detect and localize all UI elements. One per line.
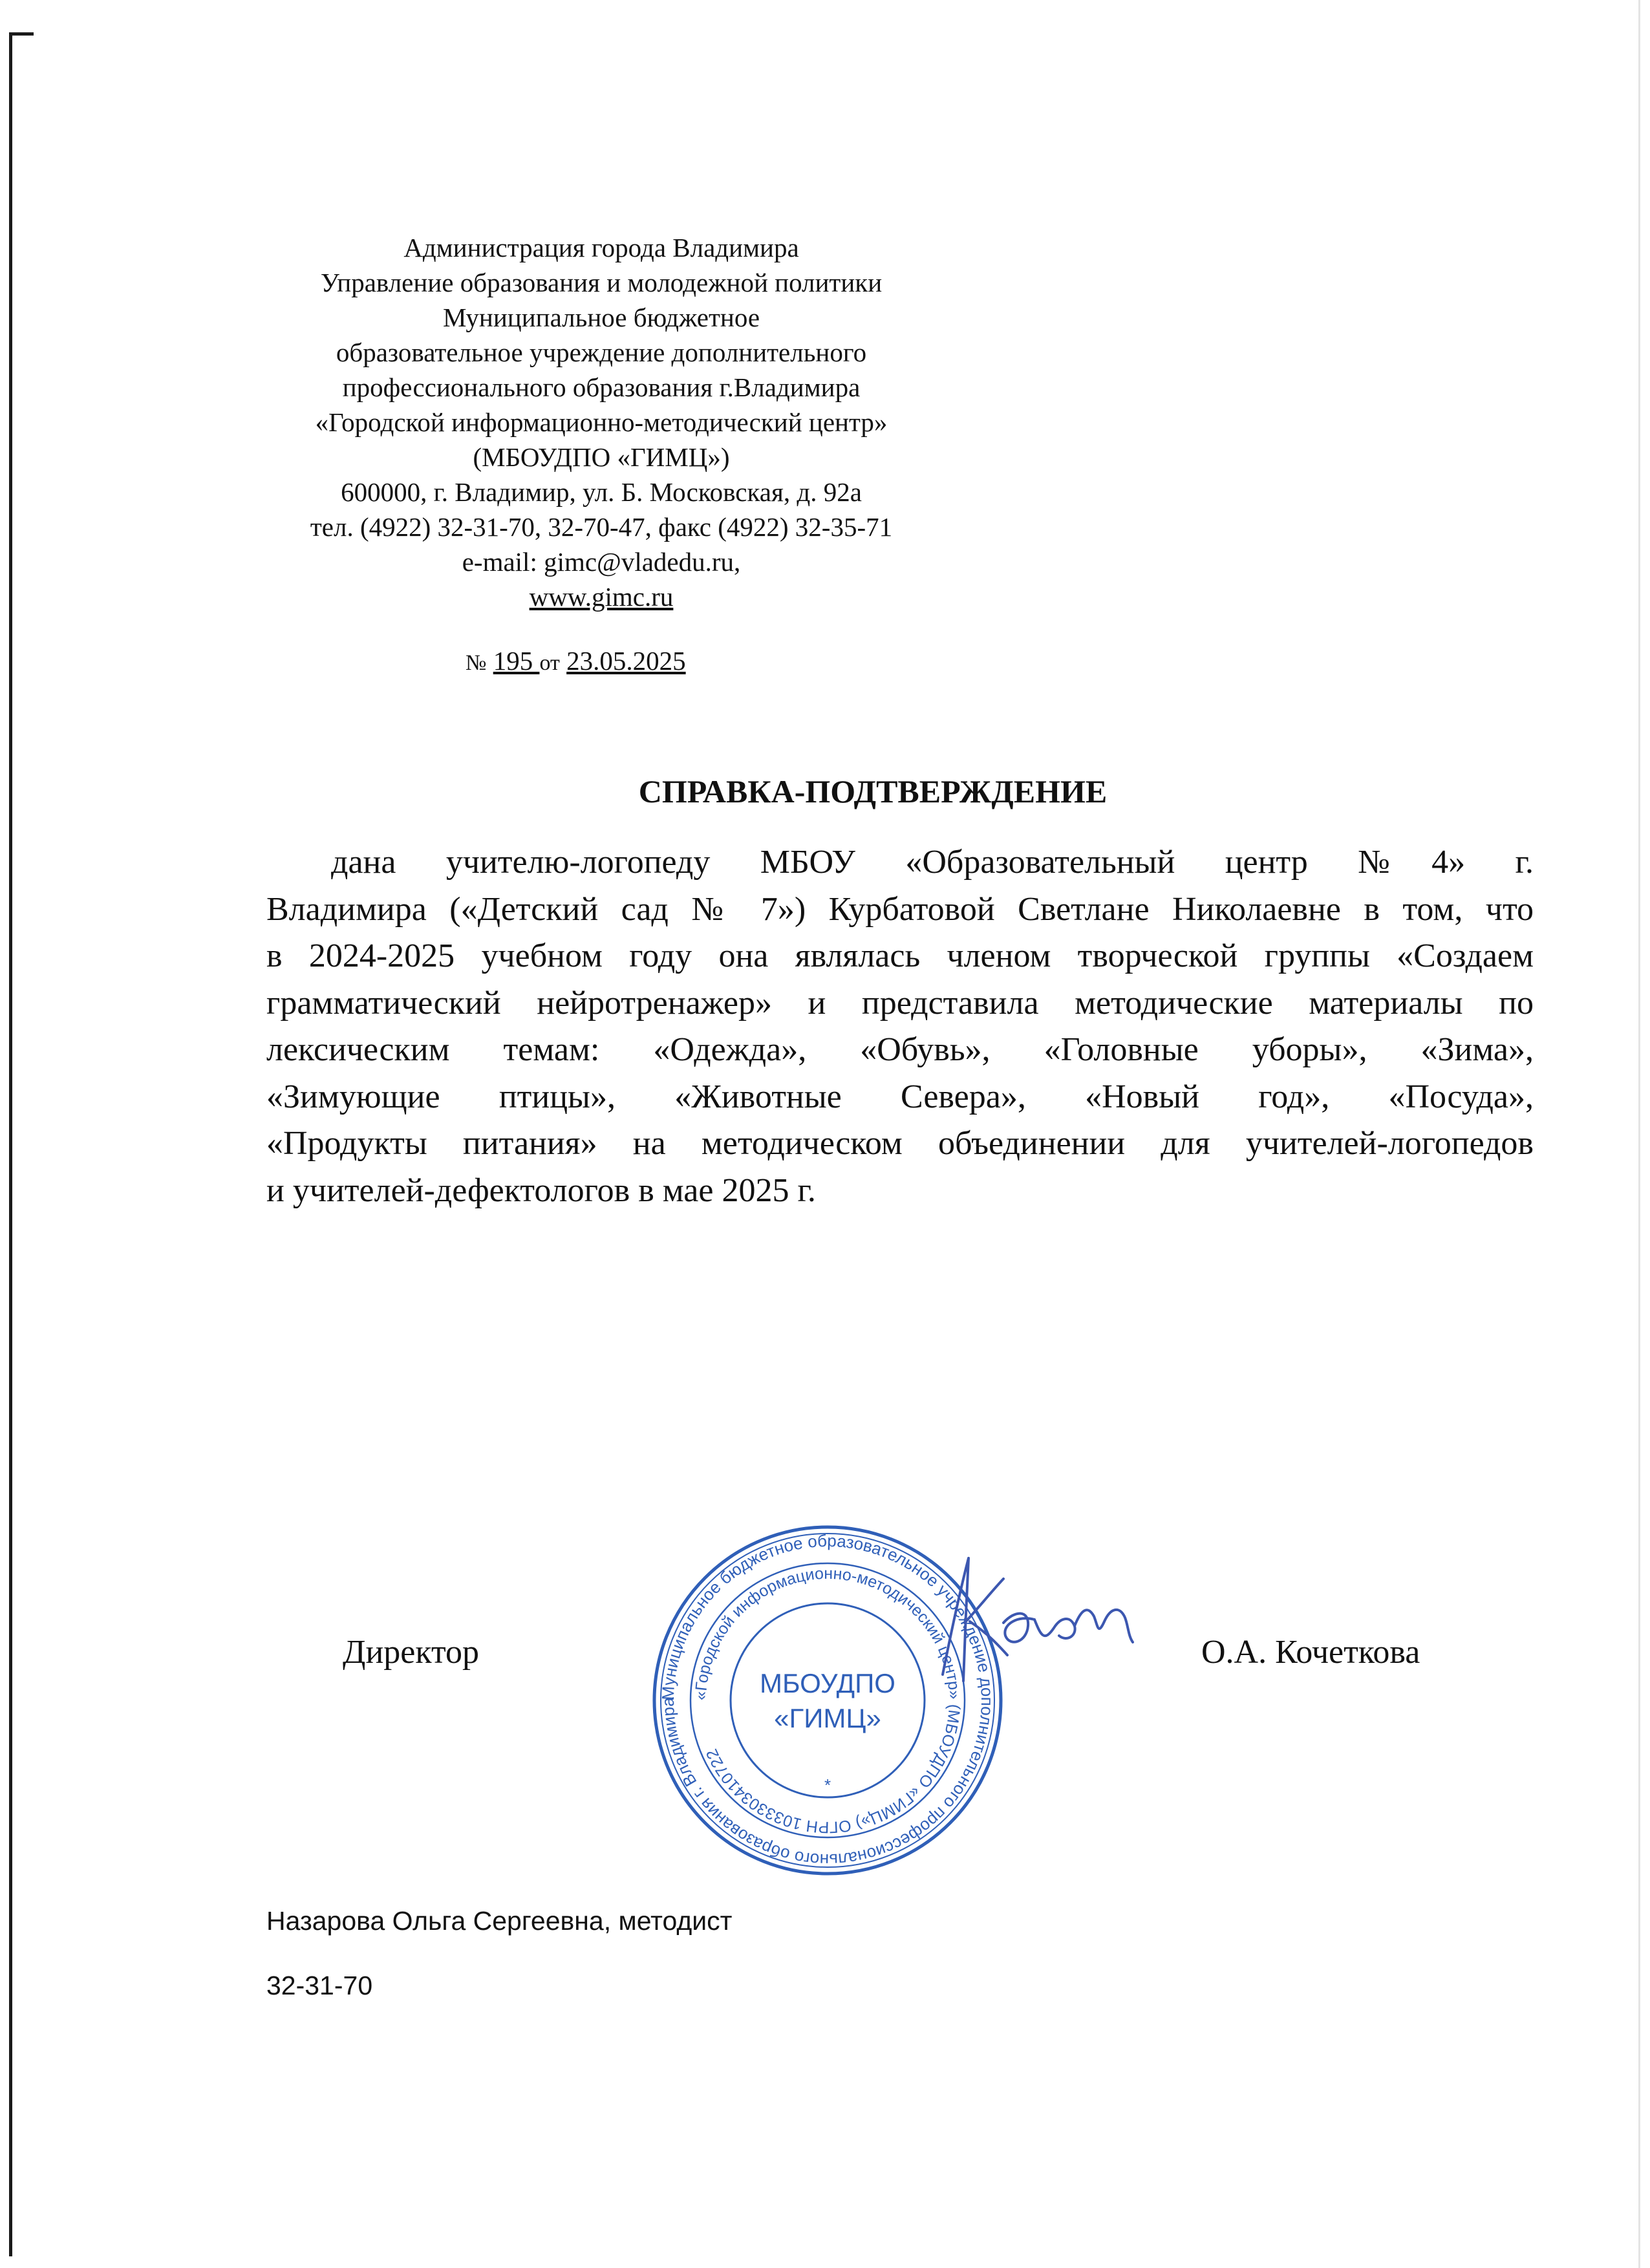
document-title: СПРАВКА-ПОДТВЕРЖДЕНИЕ <box>638 773 1108 809</box>
stamp-star-icon: * <box>824 1775 831 1795</box>
letterhead-line: образовательное учреждение дополнительного <box>336 337 867 367</box>
executor-name: Назарова Ольга Сергеевна, методист <box>266 1906 733 1936</box>
scan-left-edge <box>9 32 12 2256</box>
executor-phone: 32-31-70 <box>266 1971 373 2000</box>
stamp-inner-ring <box>731 1603 925 1797</box>
scan-right-edge <box>1638 0 1640 2268</box>
letterhead-line: «Городской информационно-методический центр» <box>315 407 888 437</box>
body-line: лексическим темам: «Одежда», «Обувь», «Головные уборы», «Зима», <box>266 1031 1534 1068</box>
body-line: и учителей-дефектологов в мае 2025 г. <box>266 1171 816 1209</box>
body-line: Владимира («Детский сад № 7») Курбатовой Светлане Николаевне в том, что <box>266 890 1534 928</box>
signer-position: Директор <box>343 1634 479 1671</box>
stamp-center-line1: МБОУДПО <box>760 1668 895 1698</box>
number-sign: № <box>466 651 487 675</box>
letterhead <box>259 230 944 614</box>
stamp-center-line2: «ГИМЦ» <box>774 1703 881 1733</box>
body-line: дана учителю-логопеду МБОУ «Образовательный центр №4» г. <box>331 844 1534 881</box>
letterhead-address: 600000, г. Владимир, ул. Б. Московская, д. 92а <box>341 477 862 507</box>
letterhead-line: Администрация города Владимира <box>403 233 799 262</box>
letterhead-line: (МБОУДПО «ГИМЦ») <box>473 442 730 472</box>
stamp-inner-text: «Городской информационно-методический центр» (МБОУДПО «ГИМЦ») ОГРН 1033303410722 <box>691 1564 964 1837</box>
document-number: 195 <box>493 646 540 676</box>
letterhead-website-link[interactable]: www.gimc.ru <box>529 582 674 612</box>
signer-name: О.А. Кочеткова <box>1201 1634 1420 1671</box>
stamp-outer-text: Муниципальное бюджетное образовательное учреждение дополнительного профессионального образования г. Владимира <box>658 1530 998 1870</box>
letterhead-phones: тел. (4922) 32-31-70, 32-70-47, факс (4922) 32-35-71 <box>310 512 893 542</box>
letterhead-line: Муниципальное бюджетное <box>442 303 760 332</box>
body-line: «Зимующие птицы», «Животные Севера», «Новый год», «Посуда», <box>266 1078 1534 1115</box>
body-line: грамматический нейротренажер» и представила методические материалы по <box>266 984 1534 1022</box>
letterhead-email: e-mail: gimc@vladedu.ru, <box>462 547 741 577</box>
document-date: 23.05.2025 <box>566 646 686 676</box>
letterhead-line: профессионального образования г.Владимира <box>342 372 861 402</box>
scan-corner-mark <box>9 32 34 36</box>
body-line: в 2024-2025 учебном году она являлась членом творческой группы «Создаем <box>266 937 1534 974</box>
document-reference <box>466 645 686 676</box>
handwritten-signature <box>931 1545 1144 1694</box>
body-line: «Продукты питания» на методическом объединении для учителей-логопедов <box>266 1125 1534 1162</box>
letterhead-line: Управление образования и молодежной политики <box>320 268 883 297</box>
from-word: от <box>539 651 560 675</box>
document-body <box>266 839 1534 1214</box>
